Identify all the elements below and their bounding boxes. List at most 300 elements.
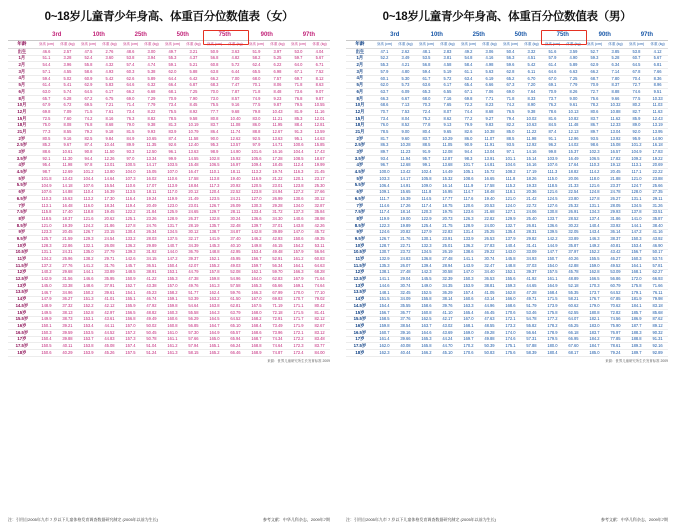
row-value-cell: 19.45 bbox=[99, 209, 120, 216]
row-value-cell: 12.01 bbox=[309, 115, 330, 122]
row-value-cell: 168.9 bbox=[246, 350, 267, 357]
row-age-label: 7.5岁 bbox=[8, 209, 36, 216]
row-value-cell: 132.9 bbox=[374, 256, 395, 263]
row-value-cell: 133.4 bbox=[246, 209, 267, 216]
row-value-cell: 28.31 bbox=[521, 229, 542, 236]
row-value-cell: 29.68 bbox=[57, 269, 78, 276]
table-row bbox=[8, 189, 330, 196]
row-value-cell: 62.6 bbox=[120, 75, 141, 82]
table-row bbox=[346, 309, 668, 316]
row-value-cell: 91.1 bbox=[542, 136, 563, 143]
girls-subheader-w-50: 体重 (kg) bbox=[183, 41, 204, 49]
row-value-cell: 12.68 bbox=[395, 162, 416, 169]
row-value-cell: 84.9 bbox=[120, 136, 141, 143]
row-value-cell: 12.67 bbox=[267, 129, 288, 136]
row-value-cell: 6.42 bbox=[183, 75, 204, 82]
row-value-cell: 148.1 bbox=[374, 289, 395, 296]
row-value-cell: 32.05 bbox=[563, 229, 584, 236]
row-value-cell: 27.76 bbox=[57, 263, 78, 270]
row-age-label: 1月 bbox=[346, 55, 374, 62]
row-age-label: 2.5岁 bbox=[8, 142, 36, 149]
row-value-cell: 101.8 bbox=[36, 176, 57, 183]
row-value-cell: 8.36 bbox=[647, 75, 668, 82]
row-value-cell: 145.7 bbox=[120, 263, 141, 270]
row-value-cell: 71.8 bbox=[500, 95, 521, 102]
row-value-cell: 14.64 bbox=[99, 176, 120, 183]
row-value-cell: 165.1 bbox=[204, 343, 225, 350]
row-value-cell: 62.81 bbox=[225, 303, 246, 310]
row-value-cell: 136.2 bbox=[458, 243, 479, 250]
row-value-cell: 18.37 bbox=[57, 216, 78, 223]
boys-subheader-row bbox=[346, 41, 668, 49]
row-value-cell: 65.4 bbox=[458, 82, 479, 89]
row-value-cell: 86.0 bbox=[246, 122, 267, 129]
row-value-cell: 5.21 bbox=[183, 62, 204, 69]
row-value-cell: 77.5 bbox=[246, 102, 267, 109]
row-value-cell: 156.7 bbox=[374, 309, 395, 316]
table-row bbox=[346, 329, 668, 336]
table-row bbox=[346, 209, 668, 216]
row-value-cell: 25.66 bbox=[647, 182, 668, 189]
row-value-cell: 69.7 bbox=[288, 75, 309, 82]
row-value-cell: 25.40 bbox=[521, 216, 542, 223]
row-value-cell: 73.6 bbox=[288, 89, 309, 96]
row-value-cell: 6.72 bbox=[57, 102, 78, 109]
row-value-cell: 56.85 bbox=[183, 323, 204, 330]
row-value-cell: 121.6 bbox=[584, 182, 605, 189]
row-value-cell: 8.22 bbox=[141, 109, 162, 116]
row-value-cell: 9.51 bbox=[647, 89, 668, 96]
row-value-cell: 116.4 bbox=[120, 196, 141, 203]
row-value-cell: 122.9 bbox=[416, 216, 437, 223]
row-value-cell: 29.89 bbox=[141, 243, 162, 250]
row-value-cell: 76.5 bbox=[500, 109, 521, 116]
row-value-cell: 13.92 bbox=[605, 136, 626, 143]
row-value-cell: 111.8 bbox=[500, 176, 521, 183]
row-value-cell: 64.5 bbox=[626, 62, 647, 69]
row-value-cell: 10.44 bbox=[99, 142, 120, 149]
row-value-cell: 145.0 bbox=[36, 283, 57, 290]
row-age-label: 5.5岁 bbox=[8, 182, 36, 189]
row-value-cell: 88.4 bbox=[288, 122, 309, 129]
row-age-label: 3月 bbox=[8, 69, 36, 76]
row-age-label: 11岁 bbox=[8, 256, 36, 263]
row-value-cell: 78.5 bbox=[162, 115, 183, 122]
row-value-cell: 77.2 bbox=[458, 115, 479, 122]
row-value-cell: 37.76 bbox=[395, 316, 416, 323]
row-value-cell: 148.5 bbox=[120, 269, 141, 276]
row-value-cell: 8.04 bbox=[395, 115, 416, 122]
row-value-cell: 15.85 bbox=[309, 142, 330, 149]
row-value-cell: 54.8 bbox=[458, 55, 479, 62]
row-value-cell: 81.6 bbox=[542, 115, 563, 122]
row-value-cell: 40.26 bbox=[563, 256, 584, 263]
row-value-cell: 30.24 bbox=[225, 216, 246, 223]
row-value-cell: 14.49 bbox=[437, 169, 458, 176]
row-value-cell: 3.94 bbox=[141, 55, 162, 62]
row-value-cell: 18.75 bbox=[437, 202, 458, 209]
row-value-cell: 144.1 bbox=[78, 269, 99, 276]
row-age-label: 出生 bbox=[8, 49, 36, 56]
row-value-cell: 38.37 bbox=[605, 236, 626, 243]
row-value-cell: 19.99 bbox=[309, 162, 330, 169]
row-value-cell: 113.2 bbox=[78, 196, 99, 203]
row-value-cell: 58.4 bbox=[458, 62, 479, 69]
row-value-cell: 74.2 bbox=[500, 102, 521, 109]
row-value-cell: 5.72 bbox=[437, 75, 458, 82]
row-value-cell: 4.12 bbox=[647, 49, 668, 56]
row-value-cell: 120.3 bbox=[416, 209, 437, 216]
row-value-cell: 68.1 bbox=[162, 89, 183, 96]
row-value-cell: 70.7 bbox=[374, 109, 395, 116]
row-value-cell: 31.26 bbox=[647, 202, 668, 209]
row-value-cell: 159.8 bbox=[162, 303, 183, 310]
row-value-cell: 127.1 bbox=[500, 209, 521, 216]
row-value-cell: 75.0 bbox=[36, 122, 57, 129]
row-value-cell: 35.84 bbox=[309, 209, 330, 216]
row-value-cell: 184.7 bbox=[584, 343, 605, 350]
row-value-cell: 24.00 bbox=[479, 222, 500, 229]
row-value-cell: 79.8 bbox=[246, 109, 267, 116]
table-row bbox=[346, 115, 668, 122]
row-value-cell: 74.9 bbox=[246, 95, 267, 102]
row-value-cell: 21.22 bbox=[267, 176, 288, 183]
row-value-cell: 31.76 bbox=[99, 263, 120, 270]
row-value-cell: 160.7 bbox=[374, 329, 395, 336]
row-value-cell: 71.4 bbox=[120, 102, 141, 109]
row-value-cell: 170.3 bbox=[584, 283, 605, 290]
row-age-label: 2岁 bbox=[8, 136, 36, 143]
row-value-cell: 10.13 bbox=[563, 109, 584, 116]
row-value-cell: 168.8 bbox=[246, 343, 267, 350]
row-value-cell: 4.82 bbox=[225, 55, 246, 62]
row-value-cell: 48.1 bbox=[416, 49, 437, 56]
row-value-cell: 56.64 bbox=[521, 329, 542, 336]
table-row bbox=[8, 336, 330, 343]
row-value-cell: 46.15 bbox=[267, 243, 288, 250]
row-value-cell: 136.6 bbox=[246, 216, 267, 223]
row-value-cell: 159.3 bbox=[500, 283, 521, 290]
row-age-label: 17岁 bbox=[346, 336, 374, 343]
row-value-cell: 138.7 bbox=[204, 229, 225, 236]
row-value-cell: 10.32 bbox=[605, 102, 626, 109]
row-value-cell: 10.29 bbox=[437, 136, 458, 143]
row-value-cell: 160.3 bbox=[626, 256, 647, 263]
row-value-cell: 36.79 bbox=[183, 249, 204, 256]
row-value-cell: 146.6 bbox=[78, 276, 99, 283]
row-value-cell: 8.68 bbox=[479, 109, 500, 116]
row-value-cell: 58.21 bbox=[563, 296, 584, 303]
row-value-cell: 150.4 bbox=[162, 263, 183, 270]
girls-percentile-header-row bbox=[8, 30, 330, 41]
row-value-cell: 12.26 bbox=[99, 156, 120, 163]
row-age-label: 16岁 bbox=[346, 323, 374, 330]
boys-header-p10: 10th bbox=[416, 30, 458, 41]
row-value-cell: 12.69 bbox=[57, 169, 78, 176]
row-value-cell: 38.40 bbox=[647, 222, 668, 229]
row-value-cell: 37.03 bbox=[521, 263, 542, 270]
row-value-cell: 26.53 bbox=[479, 236, 500, 243]
table-row bbox=[8, 49, 330, 56]
row-value-cell: 71.19 bbox=[267, 303, 288, 310]
row-value-cell: 124.8 bbox=[584, 189, 605, 196]
row-value-cell: 128.9 bbox=[162, 216, 183, 223]
row-value-cell: 3.63 bbox=[225, 49, 246, 56]
row-age-label: 4月 bbox=[8, 75, 36, 82]
row-value-cell: 137.8 bbox=[626, 209, 647, 216]
row-value-cell: 76.8 bbox=[78, 122, 99, 129]
row-value-cell: 81.7 bbox=[374, 136, 395, 143]
row-age-label: 18岁 bbox=[346, 350, 374, 357]
row-value-cell: 43.92 bbox=[647, 236, 668, 243]
row-value-cell: 92.0 bbox=[626, 129, 647, 136]
row-value-cell: 30.74 bbox=[479, 256, 500, 263]
girls-header-p50: 50th bbox=[162, 30, 204, 41]
row-value-cell: 11.22 bbox=[521, 129, 542, 136]
row-value-cell: 183.7 bbox=[584, 329, 605, 336]
row-age-label: 8月 bbox=[8, 95, 36, 102]
row-value-cell: 10.43 bbox=[267, 109, 288, 116]
row-value-cell: 113.9 bbox=[162, 182, 183, 189]
row-value-cell: 17.07 bbox=[141, 182, 162, 189]
row-value-cell: 64.6 bbox=[542, 69, 563, 76]
row-value-cell: 80.42 bbox=[309, 303, 330, 310]
row-value-cell: 169.7 bbox=[458, 336, 479, 343]
table-row bbox=[346, 316, 668, 323]
girls-subheader-h-10: 身高 (cm) bbox=[78, 41, 99, 49]
row-value-cell: 80.5 bbox=[36, 136, 57, 143]
row-value-cell: 28.05 bbox=[605, 202, 626, 209]
row-value-cell: 156.8 bbox=[120, 316, 141, 323]
row-value-cell: 25.96 bbox=[57, 256, 78, 263]
table-row bbox=[346, 350, 668, 357]
row-value-cell: 123.8 bbox=[288, 182, 309, 189]
row-value-cell: 47.63 bbox=[479, 316, 500, 323]
row-value-cell: 13.57 bbox=[225, 142, 246, 149]
row-value-cell: 73.4 bbox=[162, 102, 183, 109]
row-value-cell: 54.64 bbox=[183, 303, 204, 310]
row-value-cell: 76.11 bbox=[647, 289, 668, 296]
row-value-cell: 170.0 bbox=[288, 289, 309, 296]
row-value-cell: 11.62 bbox=[605, 115, 626, 122]
row-value-cell: 18.84 bbox=[183, 182, 204, 189]
row-value-cell: 124.2 bbox=[78, 222, 99, 229]
row-value-cell: 104.9 bbox=[36, 182, 57, 189]
table-row bbox=[346, 323, 668, 330]
row-value-cell: 68.28 bbox=[309, 269, 330, 276]
row-value-cell: 70.9 bbox=[584, 82, 605, 89]
row-value-cell: 72.7 bbox=[584, 89, 605, 96]
row-value-cell: 43.61 bbox=[99, 316, 120, 323]
row-value-cell: 123.0 bbox=[162, 202, 183, 209]
table-row bbox=[346, 236, 668, 243]
girls-header-p75: 75th bbox=[204, 30, 246, 41]
row-value-cell: 64.6 bbox=[120, 82, 141, 89]
row-value-cell: 130.6 bbox=[288, 196, 309, 203]
row-age-label: 16.5岁 bbox=[8, 329, 36, 336]
row-value-cell: 134.0 bbox=[288, 202, 309, 209]
row-value-cell: 26.91 bbox=[563, 209, 584, 216]
row-value-cell: 49.03 bbox=[225, 263, 246, 270]
row-value-cell: 126.7 bbox=[78, 229, 99, 236]
row-value-cell: 66.2 bbox=[204, 75, 225, 82]
row-value-cell: 88.5 bbox=[500, 136, 521, 143]
row-value-cell: 21.88 bbox=[605, 176, 626, 183]
row-value-cell: 9.13 bbox=[437, 122, 458, 129]
row-value-cell: 64.4 bbox=[162, 75, 183, 82]
row-value-cell: 53.0 bbox=[288, 49, 309, 56]
row-value-cell: 119.4 bbox=[120, 202, 141, 209]
row-value-cell: 6.55 bbox=[437, 89, 458, 96]
table-row bbox=[8, 115, 330, 122]
table-row bbox=[8, 222, 330, 229]
row-value-cell: 42.95 bbox=[225, 249, 246, 256]
boys-subheader-w-3: 体重 (kg) bbox=[395, 41, 416, 49]
row-value-cell: 20.69 bbox=[647, 162, 668, 169]
row-value-cell: 6.32 bbox=[141, 82, 162, 89]
row-value-cell: 66.46 bbox=[225, 350, 246, 357]
row-value-cell: 20.49 bbox=[141, 202, 162, 209]
row-value-cell: 178.9 bbox=[542, 329, 563, 336]
row-value-cell: 35.95 bbox=[99, 276, 120, 283]
row-value-cell: 131.1 bbox=[36, 249, 57, 256]
row-value-cell: 39.16 bbox=[395, 329, 416, 336]
row-value-cell: 125.7 bbox=[36, 236, 57, 243]
row-value-cell: 87.4 bbox=[162, 136, 183, 143]
row-value-cell: 22.83 bbox=[437, 229, 458, 236]
row-value-cell: 118.8 bbox=[78, 209, 99, 216]
row-value-cell: 10.19 bbox=[183, 122, 204, 129]
row-age-label: 5月 bbox=[8, 82, 36, 89]
row-value-cell: 13.04 bbox=[605, 129, 626, 136]
row-value-cell: 12.81 bbox=[309, 122, 330, 129]
row-value-cell: 174.0 bbox=[500, 329, 521, 336]
row-value-cell: 7.29 bbox=[141, 95, 162, 102]
row-value-cell: 37.97 bbox=[563, 249, 584, 256]
row-value-cell: 167.5 bbox=[246, 303, 267, 310]
row-value-cell: 150.7 bbox=[542, 256, 563, 263]
row-value-cell: 71.8 bbox=[246, 89, 267, 96]
row-value-cell: 104.4 bbox=[78, 176, 99, 183]
row-value-cell: 161.3 bbox=[162, 350, 183, 357]
row-value-cell: 5.28 bbox=[605, 55, 626, 62]
row-value-cell: 64.52 bbox=[605, 289, 626, 296]
row-value-cell: 42.97 bbox=[99, 309, 120, 316]
table-row bbox=[346, 142, 668, 149]
row-value-cell: 83.7 bbox=[584, 115, 605, 122]
row-value-cell: 16.47 bbox=[183, 169, 204, 176]
row-value-cell: 79.9 bbox=[458, 122, 479, 129]
row-value-cell: 132.1 bbox=[78, 243, 99, 250]
row-value-cell: 2.76 bbox=[99, 49, 120, 56]
row-value-cell: 8.52 bbox=[395, 122, 416, 129]
row-value-cell: 36.51 bbox=[141, 263, 162, 270]
table-row bbox=[8, 269, 330, 276]
row-value-cell: 165.8 bbox=[416, 343, 437, 350]
row-value-cell: 16.39 bbox=[395, 196, 416, 203]
row-value-cell: 39.88 bbox=[57, 336, 78, 343]
table-row bbox=[346, 162, 668, 169]
row-value-cell: 6.44 bbox=[225, 69, 246, 76]
row-age-label: 21月 bbox=[346, 129, 374, 136]
row-value-cell: 138.6 bbox=[458, 249, 479, 256]
row-value-cell: 147.2 bbox=[626, 229, 647, 236]
boys-table-note: 来源：世界儿童研究所生长发育标准 2009 bbox=[605, 358, 668, 363]
row-value-cell: 164.6 bbox=[416, 329, 437, 336]
row-value-cell: 35.55 bbox=[395, 303, 416, 310]
row-value-cell: 100.5 bbox=[120, 162, 141, 169]
row-value-cell: 40.11 bbox=[57, 343, 78, 350]
row-value-cell: 20.06 bbox=[563, 176, 584, 183]
row-value-cell: 10.88 bbox=[605, 109, 626, 116]
row-value-cell: 6.75 bbox=[99, 95, 120, 102]
row-value-cell: 60.9 bbox=[78, 75, 99, 82]
row-value-cell: 161.1 bbox=[542, 276, 563, 283]
row-value-cell: 76.2 bbox=[542, 102, 563, 109]
row-value-cell: 7.87 bbox=[225, 89, 246, 96]
row-value-cell: 61.1 bbox=[458, 69, 479, 76]
row-value-cell: 149.2 bbox=[584, 243, 605, 250]
row-value-cell: 14.18 bbox=[57, 182, 78, 189]
row-value-cell: 68.6 bbox=[374, 102, 395, 109]
row-value-cell: 171.5 bbox=[288, 309, 309, 316]
row-value-cell: 162.8 bbox=[500, 289, 521, 296]
row-value-cell: 6.22 bbox=[267, 62, 288, 69]
table-row bbox=[346, 129, 668, 136]
row-value-cell: 70.62 bbox=[605, 303, 626, 310]
row-value-cell: 22.82 bbox=[479, 216, 500, 223]
row-value-cell: 18.26 bbox=[521, 176, 542, 183]
row-value-cell: 59.4 bbox=[416, 69, 437, 76]
row-value-cell: 23.17 bbox=[309, 176, 330, 183]
row-value-cell: 50.17 bbox=[647, 249, 668, 256]
row-value-cell: 5.73 bbox=[395, 82, 416, 89]
row-value-cell: 152.7 bbox=[120, 283, 141, 290]
row-value-cell: 53.8 bbox=[120, 55, 141, 62]
row-value-cell: 7.25 bbox=[563, 75, 584, 82]
table-row bbox=[8, 122, 330, 129]
row-value-cell: 12.50 bbox=[141, 149, 162, 156]
row-value-cell: 4.04 bbox=[309, 49, 330, 56]
row-value-cell: 10.63 bbox=[521, 122, 542, 129]
row-value-cell: 152.2 bbox=[78, 303, 99, 310]
row-value-cell: 56.3 bbox=[500, 55, 521, 62]
boys-footer bbox=[346, 517, 668, 522]
row-value-cell: 152.1 bbox=[204, 256, 225, 263]
row-value-cell: 66.3 bbox=[374, 95, 395, 102]
row-age-label: 13.5岁 bbox=[346, 289, 374, 296]
row-value-cell: 137.9 bbox=[500, 236, 521, 243]
row-value-cell: 154.0 bbox=[542, 263, 563, 270]
row-value-cell: 9.27 bbox=[479, 115, 500, 122]
table-row bbox=[8, 109, 330, 116]
table-row bbox=[8, 95, 330, 102]
row-value-cell: 57.30 bbox=[183, 329, 204, 336]
row-value-cell: 150.6 bbox=[288, 236, 309, 243]
row-value-cell: 57.31 bbox=[521, 336, 542, 343]
row-value-cell: 6.68 bbox=[141, 89, 162, 96]
row-value-cell: 179.1 bbox=[626, 289, 647, 296]
row-value-cell: 8.07 bbox=[437, 109, 458, 116]
table-row bbox=[8, 289, 330, 296]
row-value-cell: 94.4 bbox=[78, 156, 99, 163]
row-age-label: 15.5岁 bbox=[8, 316, 36, 323]
row-value-cell: 28.19 bbox=[183, 222, 204, 229]
row-value-cell: 61.7 bbox=[416, 75, 437, 82]
table-row bbox=[8, 182, 330, 189]
row-value-cell: 18.11 bbox=[141, 189, 162, 196]
row-value-cell: 157.5 bbox=[120, 350, 141, 357]
